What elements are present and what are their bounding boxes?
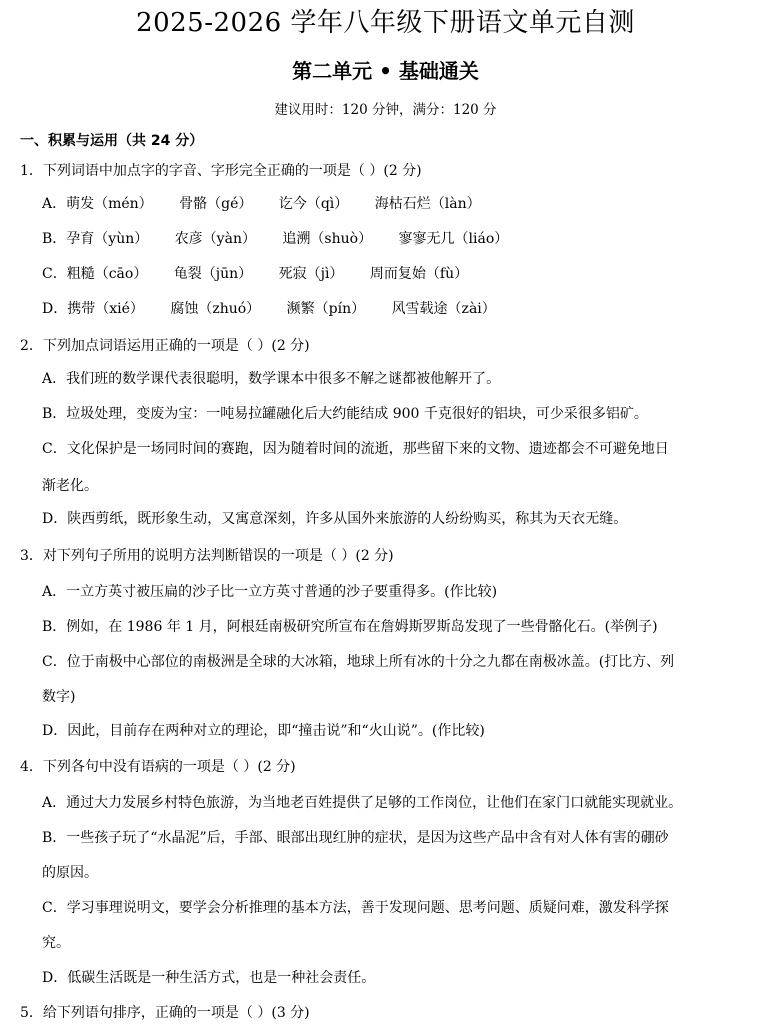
option-word: 周而复始（fù） xyxy=(369,266,469,282)
question-4-option-d: D．低碳生活既是一种生活方式，也是一种社会责任。 xyxy=(42,970,376,986)
question-1-option-b xyxy=(42,228,530,250)
question-2-option-c-continued: 渐老化。 xyxy=(42,478,98,494)
exam-info: 建议用时：120 分钟，满分：120 分 xyxy=(274,102,497,118)
question-1-option-d xyxy=(42,298,518,320)
option-word: 海枯石烂（làn） xyxy=(374,196,481,212)
page-title: 2025-2026 学年八年级下册语文单元自测 xyxy=(136,8,635,38)
page-subtitle: 第二单元 • 基础通关 xyxy=(292,59,479,83)
option-word: 农彦（yàn） xyxy=(174,231,256,247)
option-word: 骨骼（gé） xyxy=(179,196,253,212)
question-4-option-c-continued: 究。 xyxy=(42,935,70,951)
question-1-option-a xyxy=(42,193,503,215)
question-3-option-d: D．因此，目前存在两种对立的理论，即“撞击说”和“火山说”。(作比较) xyxy=(42,723,485,739)
question-3-option-c-continued: 数字) xyxy=(42,689,76,705)
question-2-stem: 2．下列加点词语运用正确的一项是（ ）(2 分) xyxy=(20,338,310,354)
option-word: 寥寥无几（liáo） xyxy=(398,231,509,247)
option-word: B．孕育（yùn） xyxy=(42,231,149,247)
option-word: 死寂（jì） xyxy=(278,266,344,282)
question-2-option-b: B．垃圾处理，变废为宝：一吨易拉罐融化后大约能结成 900 千克很好的铝块，可少采很多铝矿。 xyxy=(42,406,648,422)
question-2-option-c: C．文化保护是一场同时间的赛跑，因为随着时间的流逝，那些留下来的文物、遗迹都会不可避免地日 xyxy=(42,441,669,457)
option-word: A．萌发（mén） xyxy=(42,196,153,212)
question-3-option-b: B．例如，在 1986 年 1 月，阿根廷南极研究所宣布在詹姆斯罗斯岛发现了一些骨骼化石。(举例子) xyxy=(42,619,658,635)
question-4-stem: 4．下列各句中没有语病的一项是（ ）(2 分) xyxy=(20,759,296,775)
question-2-option-d: D．陕西剪纸，既形象生动，又寓意深刻，许多从国外来旅游的人纷纷购买，称其为天衣无缝。 xyxy=(42,511,628,527)
question-1-option-c xyxy=(42,263,490,285)
question-4-option-a: A．通过大力发展乡村特色旅游，为当地老百姓提供了足够的工作岗位，让他们在家门口就能实现就业。 xyxy=(42,795,683,811)
question-2-option-a: A．我们班的数学课代表很聪明，数学课本中很多不解之谜都被他解开了。 xyxy=(42,371,501,387)
question-3-option-c: C．位于南极中心部位的南极洲是全球的大冰箱，地球上所有冰的十分之九都在南极冰盖。(打比方、列 xyxy=(42,654,675,670)
question-3-option-a: A．一立方英寸被压扁的沙子比一立方英寸普通的沙子要重得多。(作比较) xyxy=(42,584,498,600)
option-word: 濒繁（pín） xyxy=(286,301,366,317)
option-word: 龟裂（jūn） xyxy=(173,266,253,282)
option-word: 讫今（qì） xyxy=(278,196,349,212)
question-3-stem: 3．对下列句子所用的说明方法判断错误的一项是（ ）(2 分) xyxy=(20,548,394,564)
option-word: 追溯（shuò） xyxy=(282,231,373,247)
option-word: 腐蚀（zhuó） xyxy=(170,301,261,317)
option-word: D．携带（xié） xyxy=(42,301,144,317)
question-4-option-b-continued: 的原因。 xyxy=(42,865,98,881)
option-word: 风雪载途（zài） xyxy=(391,301,496,317)
option-word: C．粗糙（cāo） xyxy=(42,266,148,282)
question-4-option-b: B．一些孩子玩了“水晶泥”后，手部、眼部出现红肿的症状，是因为这些产品中含有对人体有害的硼砂 xyxy=(42,830,669,846)
question-5-stem: 5．给下列语句排序，正确的一项是（ ）(3 分) xyxy=(20,1005,310,1021)
section-heading: 一、积累与运用（共 24 分） xyxy=(20,133,204,149)
question-1-stem: 1．下列词语中加点字的字音、字形完全正确的一项是（ ）(2 分) xyxy=(20,163,422,179)
question-4-option-c: C．学习事理说明文，要学会分析推理的基本方法，善于发现问题、思考问题、质疑问难，激发科学探 xyxy=(42,900,669,916)
